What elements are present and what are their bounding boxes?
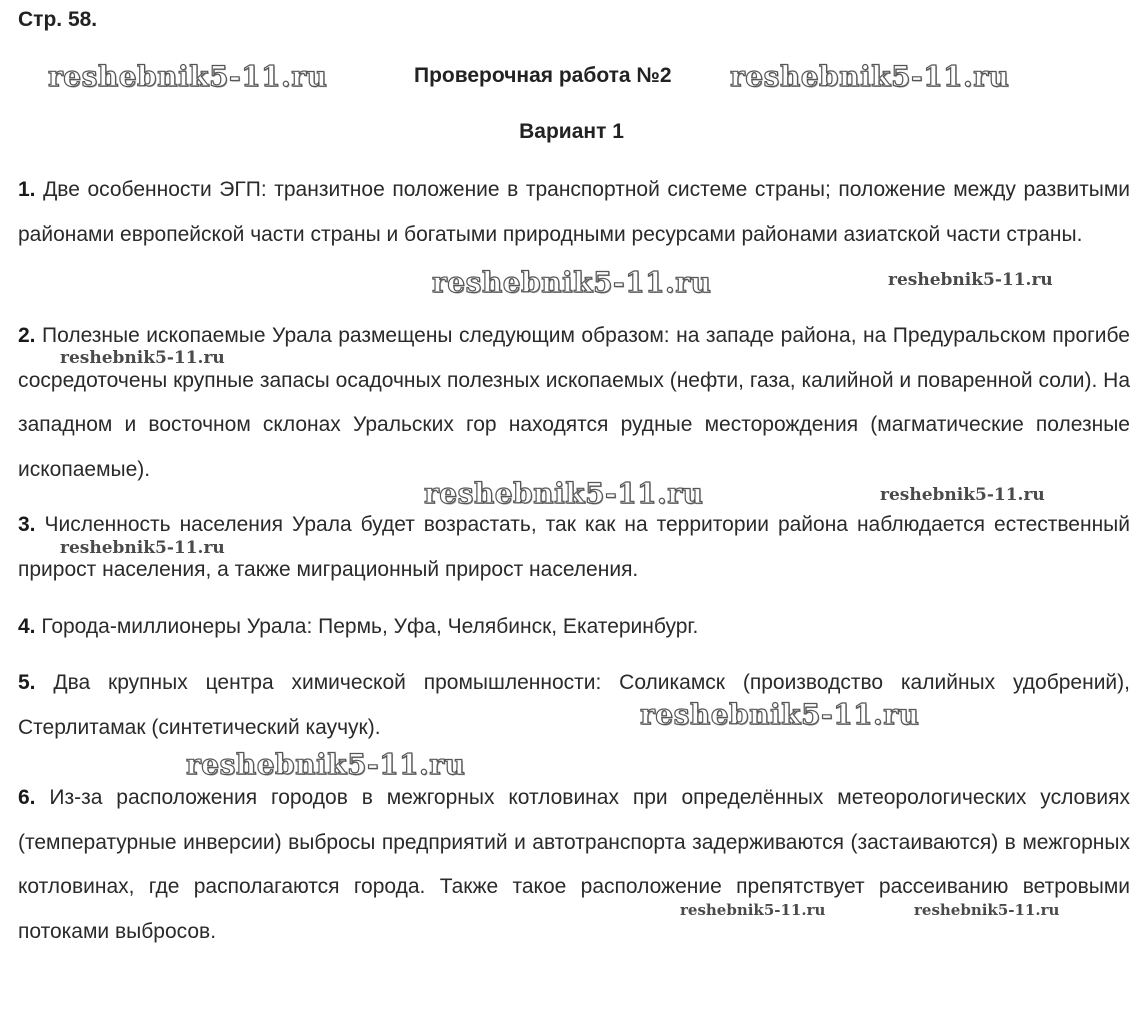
- watermark: reshebnik5-11.ru: [888, 270, 1053, 290]
- watermark: reshebnik5-11.ru: [424, 477, 704, 510]
- answer-2: [18, 314, 1130, 492]
- watermark: reshebnik5-11.ru: [640, 698, 920, 731]
- answer-text: Города-миллионеры Урала: Пермь, Уфа, Челябинск, Екатеринбург.: [41, 615, 699, 638]
- watermark: reshebnik5-11.ru: [48, 60, 328, 93]
- answer-6: [18, 776, 1130, 954]
- answer-3: [18, 503, 1130, 592]
- document-subtitle: Вариант 1: [519, 120, 624, 143]
- watermark: reshebnik5-11.ru: [914, 901, 1060, 919]
- answer-text: Из-за расположения городов в межгорных котловинах при определённых метеорологических условиях (температурные инверсии) выбросы предприятий и автотранспорта задерживаются (застаиваются) в межгорных котловинах, где располагаются города. Также такое расположение препятствует рассеиванию ветровыми потоками выбросов.: [18, 786, 1130, 943]
- answer-text: Полезные ископаемые Урала размещены следующим образом: на западе района, на Предуральском прогибе сосредоточены крупные запасы осадочных полезных ископаемых (нефти, газа, калийной и поваренной соли). На западном и восточном склонах Уральских гор находятся рудные месторождения (магматические полезные ископаемые).: [18, 324, 1130, 481]
- answer-text: Две особенности ЭГП: транзитное положение в транспортной системе страны; положение между развитыми районами европейской части страны и богатыми природными ресурсами районами азиатской части страны.: [18, 178, 1130, 246]
- watermark: reshebnik5-11.ru: [186, 748, 466, 781]
- answer-text: Численность населения Урала будет возрастать, так как на территории района наблюдается естественный прирост населения, а также миграционный прирост населения.: [18, 513, 1130, 581]
- watermark: reshebnik5-11.ru: [680, 901, 826, 919]
- watermark: reshebnik5-11.ru: [60, 348, 225, 368]
- answer-number: 2.: [18, 324, 36, 347]
- watermark: reshebnik5-11.ru: [60, 538, 225, 558]
- answer-number: 5.: [18, 671, 36, 694]
- answer-text: Два крупных центра химической промышленности: Соликамск (производство калийных удобрений), Стерлитамак (синтетический каучук).: [18, 671, 1130, 739]
- answer-number: 6.: [18, 786, 36, 809]
- answer-5: [18, 661, 1130, 750]
- watermark: reshebnik5-11.ru: [432, 266, 712, 299]
- document-title: Проверочная работа №2: [414, 64, 672, 87]
- answer-number: 4.: [18, 615, 36, 638]
- answer-number: 1.: [18, 178, 36, 201]
- answer-1: [18, 168, 1130, 257]
- watermark: reshebnik5-11.ru: [730, 60, 1010, 93]
- answer-number: 3.: [18, 513, 36, 536]
- page-number-label: Стр. 58.: [18, 8, 98, 31]
- answer-4: [18, 605, 1130, 650]
- watermark: reshebnik5-11.ru: [880, 485, 1045, 505]
